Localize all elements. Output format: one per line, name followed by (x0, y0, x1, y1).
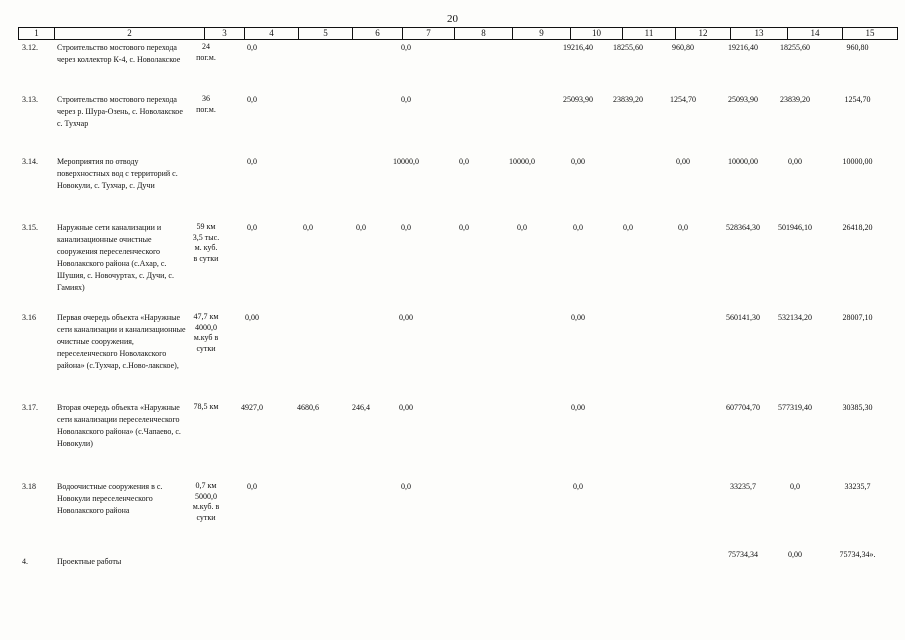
row-name: Строительство мостового перехода через р. Шура-Озень, с. Новолакское с. Тухчар (57, 95, 183, 128)
cell-col15: 33235,7 (844, 482, 871, 491)
row-unit: 36 пог.м. (196, 94, 216, 114)
cell-col15: 960,80 (846, 43, 869, 52)
row-name: Вторая очередь объекта «Наружные сети канализации переселенческого Новолакского района» (с.Чапаево, с. Новокули) (57, 403, 181, 448)
cell-col10: 19216,40 (563, 43, 593, 52)
column-header: 1 (19, 28, 55, 40)
row-name: Строительство мостового перехода через коллектор К-4, с. Новолакское (57, 43, 181, 64)
cell-col14: 501946,10 (778, 223, 812, 232)
cell-col14: 0,00 (788, 157, 802, 166)
cell-col13: 10000,00 (728, 157, 758, 166)
cell-col6: 246,4 (352, 403, 370, 412)
cell-col7: 0,0 (401, 43, 411, 52)
cell-col15: 75734,34». (839, 550, 876, 559)
cell-col13: 560141,30 (726, 313, 760, 322)
cell-col14: 18255,60 (780, 43, 810, 52)
cell-col8: 0,0 (459, 223, 469, 232)
column-header: 11 (623, 28, 676, 40)
row-unit: 24 пог.м. (196, 42, 216, 62)
row-name: Проектные работы (57, 557, 122, 566)
row-unit: 0,7 км 5000,0 м.куб. в сутки (192, 481, 220, 522)
cell-col7: 0,0 (401, 482, 411, 491)
cell-col5: 0,0 (303, 223, 313, 232)
cell-col13: 607704,70 (726, 403, 760, 412)
row-name: Водоочистные сооружения в с. Новокули переселенческого Новолакского района (57, 482, 163, 515)
cell-col4: 0,0 (247, 95, 257, 104)
cell-col14: 23839,20 (780, 95, 810, 104)
row-unit: 47,7 км 4000,0 м.куб в сутки (193, 312, 219, 353)
column-header: 2 (55, 28, 205, 40)
cell-col10: 0,00 (571, 313, 585, 322)
column-header: 15 (843, 28, 898, 40)
cell-col8: 0,0 (459, 157, 469, 166)
cell-col12: 960,80 (672, 43, 694, 52)
cell-col4: 0,0 (247, 43, 257, 52)
cell-col15: 26418,20 (842, 223, 873, 232)
cell-col12: 0,00 (676, 157, 690, 166)
cell-col7: 0,0 (401, 223, 411, 232)
cell-col14: 577319,40 (778, 403, 812, 412)
column-header: 4 (245, 28, 299, 40)
column-header: 9 (513, 28, 571, 40)
cell-col15: 30385,30 (842, 403, 873, 412)
cell-col10: 25093,90 (563, 95, 593, 104)
column-header: 5 (299, 28, 353, 40)
row-name: Первая очередь объекта «Наружные сети канализации и канализационные очистные сооружения, переселенческого Новолакского района» (с.Тухчар, с.Ново-лакское), (57, 313, 186, 370)
row-unit: 59 км 3,5 тыс. м. куб. в сутки (192, 222, 220, 263)
cell-col15: 10000,00 (842, 157, 873, 166)
cell-col7: 0,00 (399, 313, 413, 322)
column-header: 3 (205, 28, 245, 40)
column-header: 10 (571, 28, 623, 40)
cell-col13: 528364,30 (726, 223, 760, 232)
row-unit: 78,5 км (193, 402, 219, 411)
cell-col4: 0,0 (247, 157, 257, 166)
page-number: 20 (447, 13, 458, 25)
cell-col15: 28007,10 (842, 313, 873, 322)
cell-col10: 0,0 (573, 482, 583, 491)
cell-col11: 23839,20 (613, 95, 643, 104)
cell-col14: 532134,20 (778, 313, 812, 322)
cell-col13: 33235,7 (730, 482, 756, 491)
row-number: 3.16 (22, 313, 36, 322)
cell-col9: 0,0 (517, 223, 527, 232)
row-number: 3.12. (22, 43, 38, 52)
row-number: 3.14. (22, 157, 38, 166)
cell-col5: 4680,6 (297, 403, 319, 412)
column-header: 13 (731, 28, 788, 40)
cell-col10: 0,00 (571, 157, 585, 166)
column-header: 12 (676, 28, 731, 40)
cell-col7: 10000,0 (393, 157, 419, 166)
cell-col9: 10000,0 (509, 157, 535, 166)
column-header: 14 (788, 28, 843, 40)
cell-col14: 0,0 (790, 482, 800, 491)
cell-col12: 1254,70 (670, 95, 696, 104)
cell-col14: 0,00 (788, 550, 802, 559)
row-number: 3.15. (22, 223, 38, 232)
cell-col7: 0,00 (399, 403, 413, 412)
cell-col4: 0,0 (247, 223, 257, 232)
cell-col13: 75734,34 (728, 550, 758, 559)
row-name: Наружные сети канализации и канализационные очистные сооружения переселенческого Новолакского района (с.Ахар, с. Шушия, с. Новочуртах, с. Дучи, с. Гамиях) (57, 223, 174, 292)
cell-col4: 4927,0 (241, 403, 263, 412)
column-header-table (18, 27, 898, 40)
row-number: 3.13. (22, 95, 38, 104)
cell-col7: 0,0 (401, 95, 411, 104)
cell-col13: 25093,90 (728, 95, 758, 104)
cell-col11: 0,0 (623, 223, 633, 232)
row-number: 3.17. (22, 403, 38, 412)
column-header: 7 (403, 28, 455, 40)
row-number: 3.18 (22, 482, 36, 491)
cell-col12: 0,0 (678, 223, 688, 232)
cell-col11: 18255,60 (613, 43, 643, 52)
cell-col13: 19216,40 (728, 43, 758, 52)
cell-col10: 0,00 (571, 403, 585, 412)
cell-col4: 0,0 (247, 482, 257, 491)
column-header: 8 (455, 28, 513, 40)
column-header: 6 (353, 28, 403, 40)
row-name: Мероприятия по отводу поверхностных вод с территорий с. Новокули, с. Тухчар, с. Дучи (57, 157, 178, 190)
cell-col6: 0,0 (356, 223, 366, 232)
cell-col15: 1254,70 (844, 95, 871, 104)
cell-col4: 0,00 (245, 313, 259, 322)
row-number: 4. (22, 557, 28, 566)
cell-col10: 0,0 (573, 223, 583, 232)
